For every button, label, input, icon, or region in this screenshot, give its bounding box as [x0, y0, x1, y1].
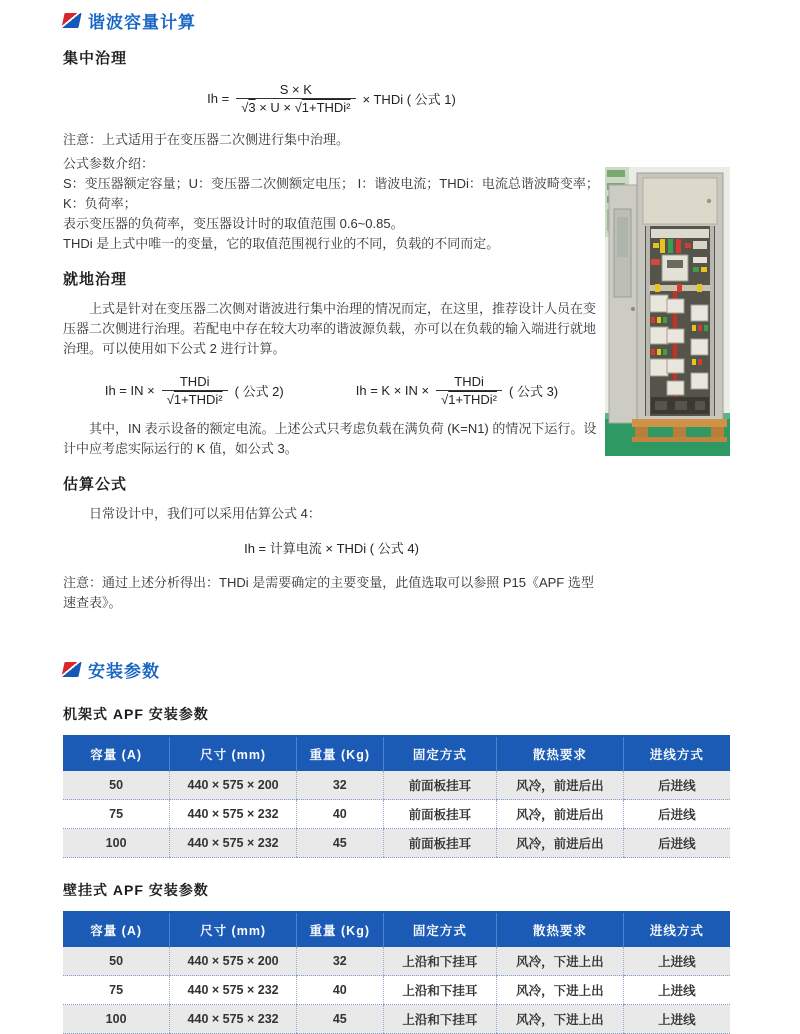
table-cell: 上沿和下挂耳 [383, 976, 496, 1005]
table-row [63, 829, 730, 858]
formula-3-tail: ( 公式 3) [509, 383, 559, 399]
table-cell: 前面板挂耳 [383, 800, 496, 829]
params-line-2: 表示变压器的负荷率，变压器设计时的取值范围 0.6~0.85。 [63, 216, 404, 231]
formula-1-den-mid: × U × [255, 99, 295, 115]
table-cell: 上进线 [623, 947, 730, 976]
table-cell: 32 [296, 771, 383, 800]
table-cell: 前面板挂耳 [383, 771, 496, 800]
note-conclusion: 注意：通过上述分析得出：THDi 是需要确定的主要变量，此值选取可以参照 P15《APF 选型速查表》。 [63, 575, 594, 610]
table-cell: 风冷，前进后出 [497, 800, 624, 829]
table-header-row [63, 736, 730, 771]
table-cell: 上沿和下挂耳 [383, 1005, 496, 1034]
column-header: 容量 (A) [63, 912, 170, 947]
table-cell: 32 [296, 947, 383, 976]
column-header: 重量 (Kg) [296, 912, 383, 947]
table-cell: 50 [63, 771, 170, 800]
column-header: 进线方式 [623, 912, 730, 947]
rack-apf-table [63, 735, 730, 858]
subheading-centralized: 集中治理 [63, 50, 128, 67]
column-header: 尺寸 (mm) [170, 912, 297, 947]
formula-1-numerator: S × K [279, 81, 312, 97]
formula-1-denominator [236, 98, 355, 115]
section-header-install [63, 657, 738, 682]
radical-sign: √ [294, 99, 302, 115]
column-header: 散热要求 [497, 736, 624, 771]
rack-table-heading: 机架式 APF 安装参数 [63, 706, 209, 722]
table-cell: 后进线 [623, 829, 730, 858]
formula-1-lhs: Ih = [207, 90, 230, 106]
table-cell: 440 × 575 × 200 [170, 771, 297, 800]
table-cell: 440 × 575 × 232 [170, 1005, 297, 1034]
table-cell: 上进线 [623, 976, 730, 1005]
radicand: 3 [248, 99, 256, 115]
table-cell: 40 [296, 800, 383, 829]
table-cell: 100 [63, 1005, 170, 1034]
table-row [63, 1005, 730, 1034]
table-cell: 风冷，前进后出 [497, 771, 624, 800]
table-cell: 前面板挂耳 [383, 829, 496, 858]
para-daily-design: 日常设计中，我们可以采用估算公式 4： [89, 506, 321, 521]
table-row [63, 947, 730, 976]
table-cell: 后进线 [623, 771, 730, 800]
formula-parameters [63, 154, 600, 254]
table-cell: 440 × 575 × 232 [170, 976, 297, 1005]
formula-2-lhs: Ih = IN × [104, 382, 155, 398]
apf-cabinet-photo [605, 167, 730, 456]
table-cell: 50 [63, 947, 170, 976]
table-cell: 440 × 575 × 232 [170, 800, 297, 829]
formula-2-fraction [162, 374, 228, 407]
formula-2-numerator: THDi [179, 373, 210, 389]
params-line-3: THDi 是上式中唯一的变量，它的取值范围视行业的不同，负载的不同而定。 [63, 236, 500, 251]
para-local-treatment: 上式是针对在变压器二次侧对谐波进行集中治理的情况而定，在这里，推荐设计人员在变压器二次侧进行治理。若配电中存在较大功率的谐波源负载，亦可以在负载的输入端进行就地治理。可以使用如下公式 2 进行计算。 [63, 301, 597, 356]
column-header: 固定方式 [383, 736, 496, 771]
table-row [63, 771, 730, 800]
section-title-harmonic: 谐波容量计算 [88, 13, 196, 32]
formula-3 [356, 374, 558, 407]
column-header: 散热要求 [497, 912, 624, 947]
column-header: 进线方式 [623, 736, 730, 771]
table-cell: 后进线 [623, 800, 730, 829]
radical-sign: √ [441, 391, 449, 407]
section-marker-icon [61, 662, 81, 677]
column-header: 尺寸 (mm) [170, 736, 297, 771]
params-intro: 公式参数介绍： [63, 156, 155, 171]
table-cell: 75 [63, 976, 170, 1005]
radicand: 1+THDi² [301, 99, 351, 115]
table-cell: 风冷，下进上出 [497, 947, 624, 976]
table-cell: 100 [63, 829, 170, 858]
para-rated-current: 其中，IN 表示设备的额定电流。上述公式只考虑负载在满负荷 (K=N1) 的情况下运行。设计中应考虑实际运行的 K 值，如公式 3。 [63, 421, 597, 456]
table-cell: 440 × 575 × 200 [170, 947, 297, 976]
radicand: 1+THDi² [173, 391, 223, 407]
formula-3-lhs: Ih = K × IN × [355, 382, 430, 398]
wall-apf-table [63, 911, 730, 1034]
subheading-estimation: 估算公式 [63, 476, 128, 493]
column-header: 容量 (A) [63, 736, 170, 771]
table-cell: 45 [296, 829, 383, 858]
table-cell: 440 × 575 × 232 [170, 829, 297, 858]
subheading-local: 就地治理 [63, 271, 128, 288]
params-line-1: S：变压器额定容量；U：变压器二次侧额定电压； I：谐波电流；THDi：电流总谐波畸变率；K：负荷率； [63, 176, 599, 211]
formula-3-fraction [436, 374, 502, 407]
note-centralized: 注意：上式适用于在变压器二次侧进行集中治理。 [63, 132, 350, 147]
formula-3-denominator [436, 390, 502, 407]
formula-1 [63, 78, 600, 118]
table-cell: 风冷，前进后出 [497, 829, 624, 858]
radical-sign: √ [241, 99, 249, 115]
section-header-harmonic [63, 8, 738, 33]
table-cell: 上沿和下挂耳 [383, 947, 496, 976]
table-cell: 风冷，下进上出 [497, 1005, 624, 1034]
column-header: 固定方式 [383, 912, 496, 947]
radical-sign: √ [166, 391, 174, 407]
section-marker-icon [61, 13, 81, 28]
table-cell: 45 [296, 1005, 383, 1034]
cabinet-photo-graphic [605, 167, 730, 456]
table-row [63, 800, 730, 829]
column-header: 重量 (Kg) [296, 736, 383, 771]
formula-1-fraction [236, 82, 355, 115]
formula-2-denominator [162, 390, 228, 407]
formula-2-tail: ( 公式 2) [234, 383, 284, 399]
section-title-install: 安装参数 [88, 662, 160, 681]
table-cell: 风冷，下进上出 [497, 976, 624, 1005]
formula-1-tail: × THDi ( 公式 1) [362, 91, 456, 107]
table-row [63, 976, 730, 1005]
table-header-row [63, 912, 730, 947]
formula-4: Ih = 计算电流 × THDi ( 公式 4) [244, 541, 419, 556]
formula-3-numerator: THDi [454, 373, 484, 389]
formula-2 [105, 374, 284, 407]
table-cell: 40 [296, 976, 383, 1005]
formula-2-3-row [63, 371, 600, 409]
table-cell: 75 [63, 800, 170, 829]
table-cell: 上进线 [623, 1005, 730, 1034]
radicand: 1+THDi² [448, 391, 498, 407]
wall-table-heading: 壁挂式 APF 安装参数 [63, 882, 209, 898]
